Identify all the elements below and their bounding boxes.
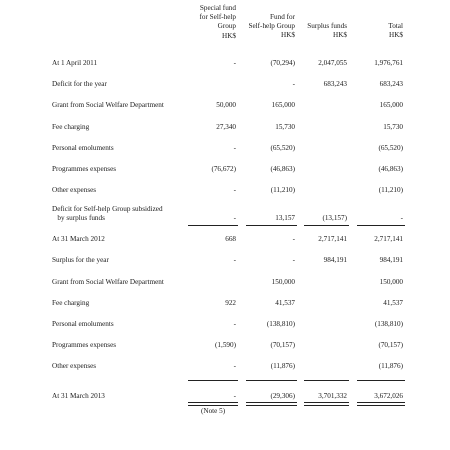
- row-label: Fee charging: [52, 123, 90, 131]
- cell-special-fund: -: [233, 392, 236, 400]
- cell-surplus-funds: 984,191: [323, 256, 347, 264]
- row-label: Programmes expenses: [52, 165, 117, 173]
- subtotal-rule: [304, 380, 349, 381]
- cell-surplus-funds: 2,047,055: [318, 59, 347, 67]
- cell-surplus-funds: 3,701,332: [318, 392, 347, 400]
- cell-total: (70,157): [378, 341, 403, 349]
- total-double-rule: [246, 402, 297, 406]
- cell-total: 683,243: [379, 80, 403, 88]
- cell-fund-self-help: 15,730: [275, 123, 295, 131]
- cell-total: 1,976,761: [374, 59, 403, 67]
- cell-fund-self-help: 165,000: [271, 101, 295, 109]
- cell-special-fund: -: [233, 256, 236, 264]
- cell-total: 41,537: [383, 299, 403, 307]
- cell-special-fund: -: [233, 186, 236, 194]
- cell-special-fund: -: [233, 320, 236, 328]
- cell-total: (65,520): [378, 144, 403, 152]
- row-label: At 31 March 2012: [52, 235, 105, 243]
- header-fund-self-help: Fund for Self-help Group HK$: [248, 13, 295, 40]
- cell-total: (138,810): [374, 320, 403, 328]
- cell-total: 15,730: [383, 123, 403, 131]
- row-label: At 1 April 2011: [52, 59, 98, 67]
- row-label: Programmes expenses: [52, 341, 117, 349]
- cell-total: (46,863): [378, 165, 403, 173]
- cell-special-fund: 668: [225, 235, 236, 243]
- row-label: Grant from Social Welfare Department: [52, 101, 164, 109]
- row-label: Surplus for the year: [52, 256, 109, 264]
- cell-special-fund: -: [233, 144, 236, 152]
- note-reference: (Note 5): [201, 407, 226, 415]
- cell-fund-self-help: (46,863): [270, 165, 295, 173]
- subtotal-rule: [357, 225, 405, 226]
- subtotal-rule: [188, 225, 238, 226]
- cell-special-fund: (1,590): [215, 341, 236, 349]
- subtotal-rule: [246, 225, 297, 226]
- row-label: Other expenses: [52, 186, 97, 194]
- total-double-rule: [188, 402, 238, 406]
- cell-fund-self-help: -: [292, 235, 295, 243]
- cell-surplus-funds: 2,717,141: [318, 235, 347, 243]
- header-special-fund: Special fund for Self-help Group HK$: [199, 4, 236, 40]
- row-label: Other expenses: [52, 362, 97, 370]
- subtotal-rule: [246, 380, 297, 381]
- cell-fund-self-help: (11,210): [270, 186, 295, 194]
- cell-total: 150,000: [379, 278, 403, 286]
- cell-special-fund: 27,340: [216, 123, 236, 131]
- cell-total: 2,717,141: [374, 235, 403, 243]
- row-label: Grant from Social Welfare Department: [52, 278, 164, 286]
- subtotal-rule: [188, 380, 238, 381]
- cell-surplus-funds: 683,243: [323, 80, 347, 88]
- row-label: Fee charging: [52, 299, 90, 307]
- cell-fund-self-help: (65,520): [270, 144, 295, 152]
- cell-total: -: [400, 214, 403, 222]
- subtotal-rule: [357, 380, 405, 381]
- header-surplus-funds: Surplus funds HK$: [307, 22, 347, 40]
- cell-special-fund: -: [233, 214, 236, 222]
- cell-fund-self-help: (138,810): [266, 320, 295, 328]
- total-double-rule: [357, 402, 405, 406]
- cell-fund-self-help: 41,537: [275, 299, 295, 307]
- row-label: Deficit for Self-help Group subsidized by surplus funds: [52, 205, 163, 222]
- row-label: Personal emoluments: [52, 320, 114, 328]
- cell-fund-self-help: (29,306): [270, 392, 295, 400]
- row-label: Personal emoluments: [52, 144, 114, 152]
- cell-total: 165,000: [379, 101, 403, 109]
- header-total: Total HK$: [388, 22, 403, 40]
- cell-fund-self-help: -: [292, 80, 295, 88]
- row-label: At 31 March 2013: [52, 392, 105, 400]
- cell-fund-self-help: (70,157): [270, 341, 295, 349]
- cell-total: (11,876): [378, 362, 403, 370]
- cell-fund-self-help: 150,000: [271, 278, 295, 286]
- cell-special-fund: 922: [225, 299, 236, 307]
- cell-fund-self-help: (11,876): [270, 362, 295, 370]
- subtotal-rule: [304, 225, 349, 226]
- total-double-rule: [304, 402, 349, 406]
- cell-total: 3,672,026: [374, 392, 403, 400]
- cell-fund-self-help: -: [292, 256, 295, 264]
- cell-special-fund: -: [233, 362, 236, 370]
- cell-special-fund: (76,672): [211, 165, 236, 173]
- cell-surplus-funds: (13,157): [322, 214, 347, 222]
- row-label: Deficit for the year: [52, 80, 107, 88]
- cell-total: 984,191: [379, 256, 403, 264]
- cell-fund-self-help: 13,157: [275, 214, 295, 222]
- cell-fund-self-help: (70,294): [270, 59, 295, 67]
- cell-special-fund: 50,000: [216, 101, 236, 109]
- cell-total: (11,210): [378, 186, 403, 194]
- cell-special-fund: -: [233, 59, 236, 67]
